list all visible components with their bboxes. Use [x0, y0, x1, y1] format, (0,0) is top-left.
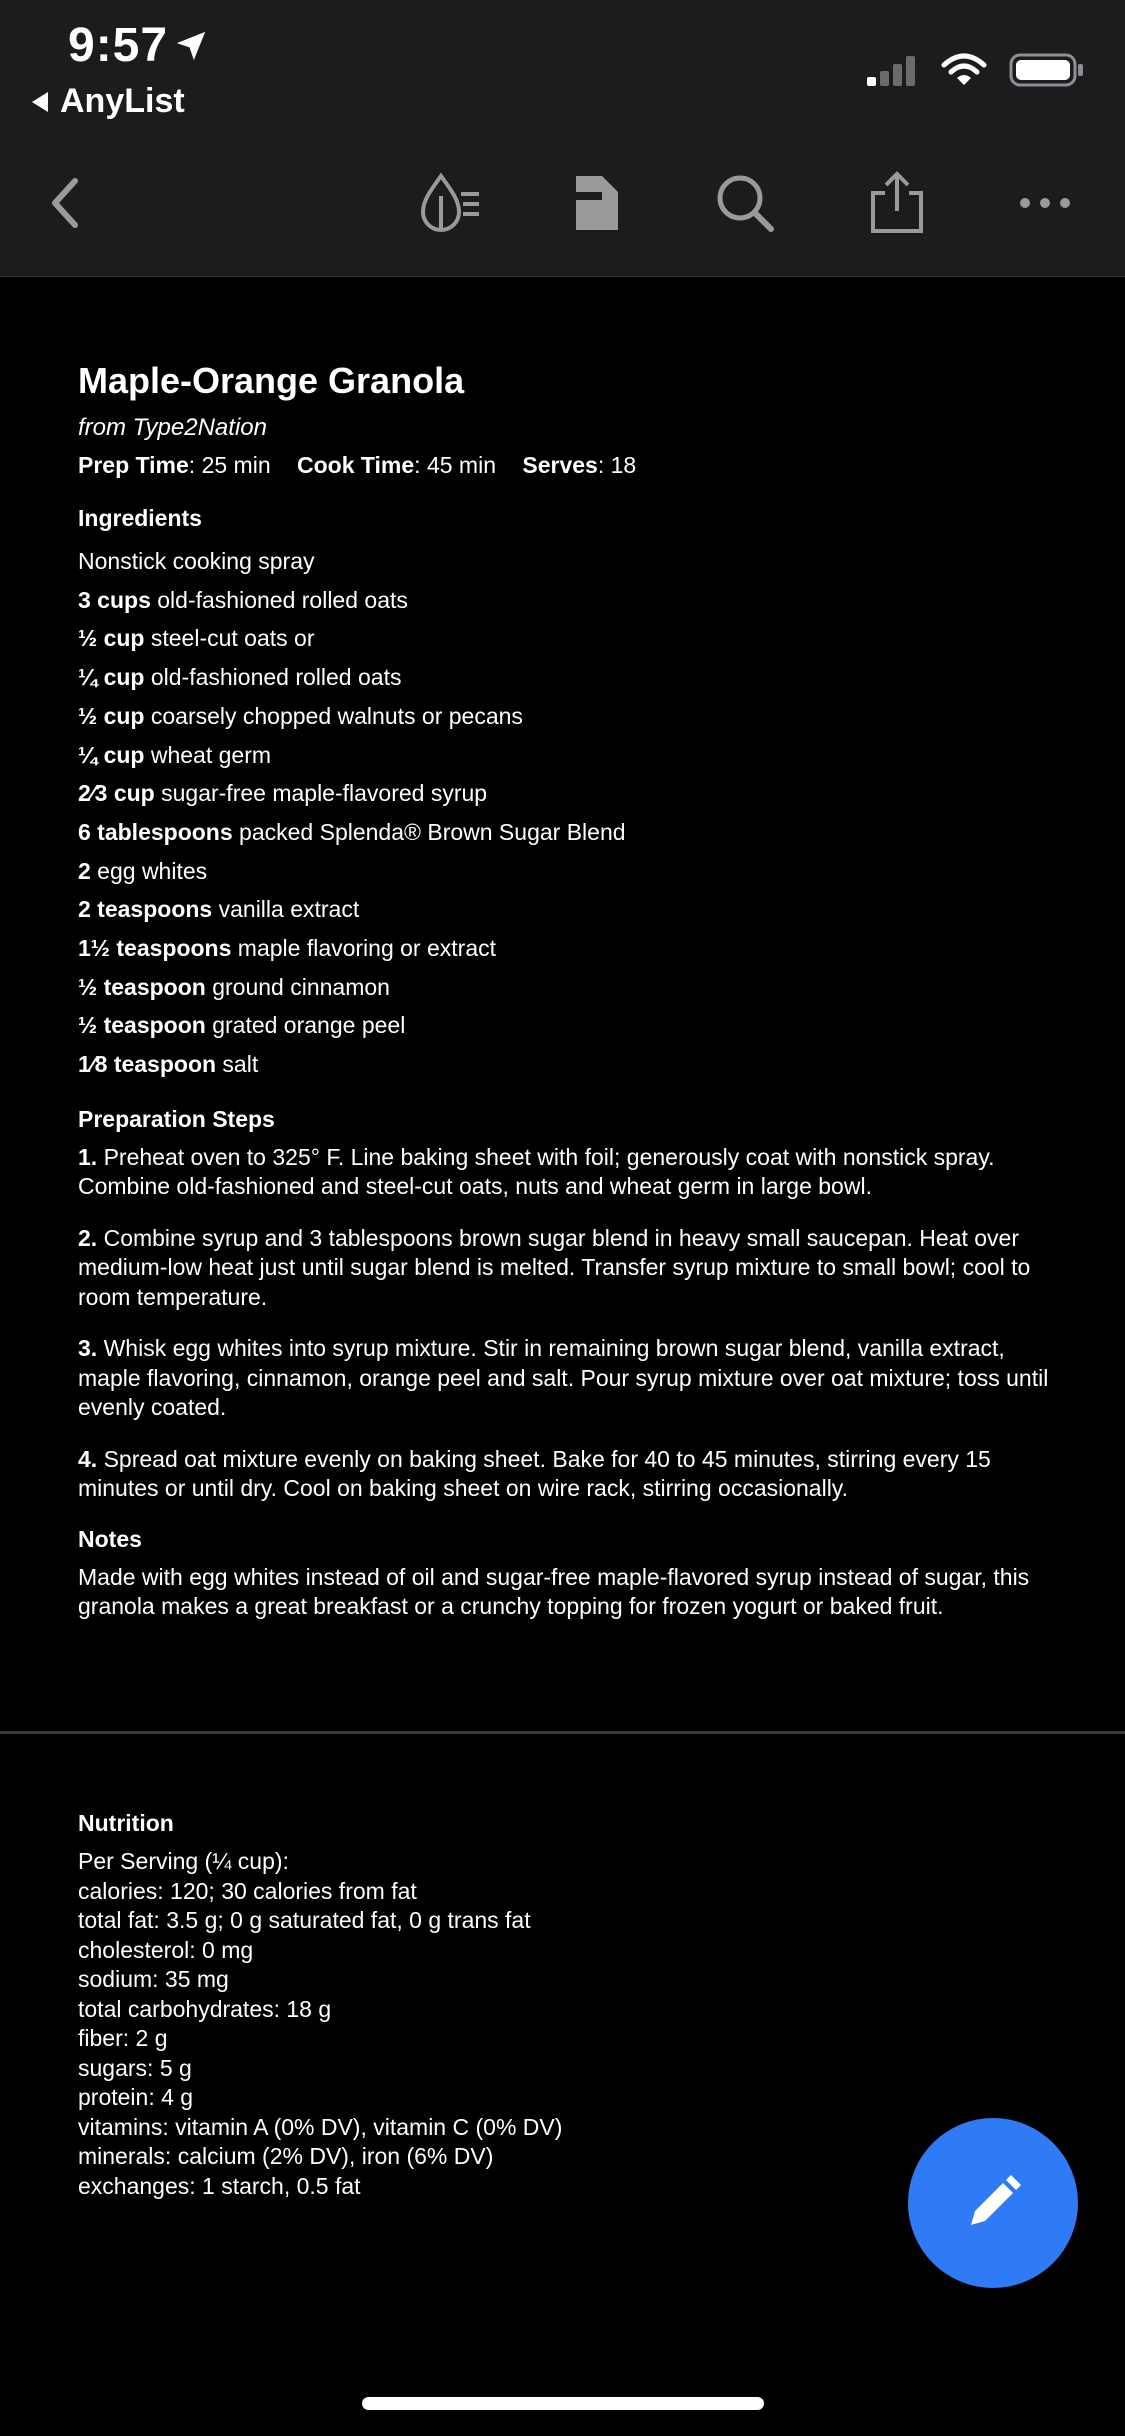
section-divider — [0, 1731, 1125, 1734]
nutrition-line: vitamins: vitamin A (0% DV), vitamin C (0% DV) — [78, 2113, 563, 2140]
ingredient-item: 1⁄8 teaspoon salt — [78, 1051, 259, 1078]
prep-time-value: : 25 min — [188, 452, 271, 478]
nutrition-drop-icon[interactable] — [415, 168, 485, 238]
nutrition-line: cholesterol: 0 mg — [78, 1936, 254, 1963]
ingredient-item: 3 cups old-fashioned rolled oats — [78, 586, 408, 613]
serves-value: : 18 — [597, 452, 637, 478]
back-app-label: AnyList — [60, 82, 185, 120]
ingredient-item: ½ teaspoon grated orange peel — [78, 1012, 406, 1039]
wifi-icon — [941, 53, 987, 87]
battery-icon — [1009, 52, 1085, 88]
nutrition-line: exchanges: 1 starch, 0.5 fat — [78, 2172, 361, 2199]
edit-recipe-button[interactable] — [908, 2118, 1078, 2288]
ingredients-list — [78, 542, 1058, 1084]
cook-time-value: : 45 min — [414, 452, 496, 478]
ingredient-item: ¼ cup old-fashioned rolled oats — [78, 664, 402, 691]
recipe-title: Maple-Orange Granola — [78, 360, 465, 401]
back-triangle-icon — [30, 91, 50, 113]
steps-heading: Preparation Steps — [78, 1105, 275, 1132]
ingredients-heading: Ingredients — [78, 505, 202, 531]
ingredient-item: 2 egg whites — [78, 857, 208, 884]
notes-heading: Notes — [78, 1525, 142, 1552]
serves-label: Serves — [522, 452, 598, 478]
ingredient-item: ½ cup coarsely chopped walnuts or pecans — [78, 702, 523, 729]
nutrition-heading: Nutrition — [78, 1810, 174, 1836]
pencil-icon — [961, 2171, 1025, 2235]
nutrition-line: total fat: 3.5 g; 0 g saturated fat, 0 g trans fat — [78, 1907, 531, 1933]
ingredient-item: 6 tablespoons packed Splenda® Brown Sugar Blend — [78, 818, 626, 845]
nutrition-line: protein: 4 g — [78, 2084, 194, 2110]
step-item: 3. Whisk egg whites into syrup mixture. Stir in remaining brown sugar blend, vanilla extract, maple flavoring, cinnamon, orange peel and salt. Pour syrup mixture over oat mixture; toss until evenly coated. — [78, 1335, 1049, 1421]
prep-time-label: Prep Time — [78, 452, 189, 478]
location-arrow-icon — [174, 29, 208, 63]
ingredient-item: Nonstick cooking spray — [78, 548, 315, 574]
ingredient-item: ¼ cup wheat germ — [78, 741, 272, 768]
nutrition-line: sodium: 35 mg — [78, 1966, 229, 1992]
cook-time-label: Cook Time — [297, 452, 415, 478]
search-icon[interactable] — [710, 168, 780, 238]
nutrition-line: fiber: 2 g — [78, 2025, 168, 2051]
nutrition-line: sugars: 5 g — [78, 2054, 192, 2081]
status-icons — [865, 52, 1085, 88]
preparation-steps — [78, 1106, 1058, 1504]
nutrition-section — [78, 1810, 978, 2201]
ingredient-item: ½ teaspoon ground cinnamon — [78, 973, 390, 1000]
nutrition-line: Per Serving (¼ cup): — [78, 1848, 289, 1874]
step-item: 4. Spread oat mixture evenly on baking sheet. Bake for 40 to 45 minutes, stirring every 15 minutes or until dry. Cool on baking sheet on wire rack, stirring occasionally. — [78, 1445, 991, 1502]
navigation-bar — [0, 0, 1125, 277]
recipe-content — [78, 360, 1058, 1622]
recipe-source: from Type2Nation — [78, 414, 267, 441]
home-indicator — [362, 2397, 764, 2410]
nutrition-line: total carbohydrates: 18 g — [78, 1995, 332, 2022]
step-item: 2. Combine syrup and 3 tablespoons brown sugar blend in heavy small saucepan. Heat over medium-low heat just until sugar blend is melted. Transfer syrup mixture to small bowl; cool to room temperature. — [78, 1224, 1031, 1310]
ingredient-item: 2 teaspoons vanilla extract — [78, 896, 360, 923]
ingredient-item: 2⁄3 cup sugar-free maple-flavored syrup — [78, 780, 488, 807]
ingredient-item: 1½ teaspoons maple flavoring or extract — [78, 935, 497, 962]
back-to-app-link[interactable] — [30, 82, 185, 121]
nutrition-line: calories: 120; 30 calories from fat — [78, 1877, 417, 1904]
recipe-meta — [78, 452, 1058, 479]
status-time: 9:57 — [68, 18, 208, 73]
notes-text: Made with egg whites instead of oil and sugar-free maple-flavored syrup instead of sugar, this granola makes a great breakfast or a crunchy topping for frozen yogurt or baked fruit. — [78, 1563, 1030, 1620]
back-chevron-icon[interactable] — [30, 168, 100, 238]
nutrition-line: minerals: calcium (2% DV), iron (6% DV) — [78, 2143, 494, 2169]
share-icon[interactable] — [862, 168, 932, 238]
ingredient-item: ½ cup steel-cut oats or — [78, 625, 315, 652]
cook-mode-icon[interactable] — [562, 168, 632, 238]
cellular-signal-icon — [865, 53, 919, 87]
more-icon[interactable] — [1010, 168, 1080, 238]
step-item: 1. Preheat oven to 325° F. Line baking sheet with foil; generously coat with nonstick spray. Combine old-fashioned and steel-cut oats, nuts and wheat germ in large bowl. — [78, 1143, 995, 1200]
